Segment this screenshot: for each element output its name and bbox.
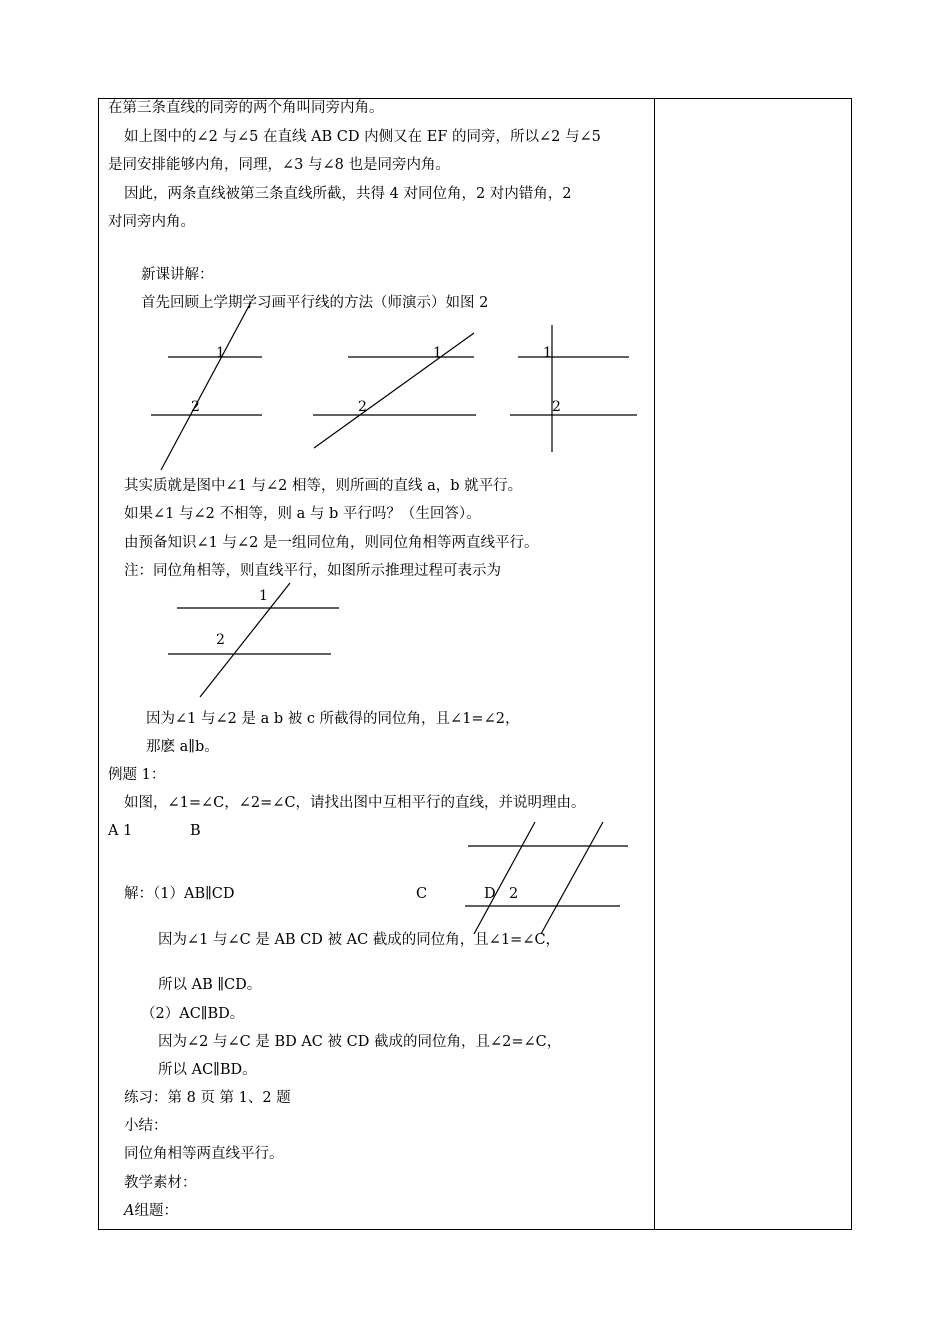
text-line: 所以 AC∥BD。 xyxy=(158,1062,257,1078)
example-fig-line-ac xyxy=(474,822,535,934)
note-fig-label-1: 1 xyxy=(259,588,268,604)
example-fig-line-bd xyxy=(541,822,603,934)
text-line: 对同旁内角。 xyxy=(108,214,195,230)
text-line: 练习：第 8 页 第 1、2 题 xyxy=(124,1090,291,1106)
text-line: （2）AC∥BD。 xyxy=(141,1006,245,1022)
fig1-label-1: 1 xyxy=(216,345,225,361)
text-line: 教学素材： xyxy=(124,1175,197,1191)
text-line: 在第三条直线的同旁的两个角叫同旁内角。 xyxy=(108,100,384,116)
note-fig-label-2: 2 xyxy=(216,632,225,648)
text-line: 如果∠1 与∠2 不相等，则 a 与 b 平行吗？（生回答）。 xyxy=(124,506,481,522)
example-fig-label-d: D xyxy=(484,886,496,902)
fig2-label-1: 1 xyxy=(433,345,442,361)
fig1-transversal xyxy=(161,302,251,470)
text-line: 由预备知识∠1 与∠2 是一组同位角，则同位角相等两直线平行。 xyxy=(124,535,539,551)
fig2-transversal xyxy=(314,333,474,448)
example-fig-label-2: 2 xyxy=(509,886,519,902)
text-line: 因为∠1 与∠2 是 a b 被 c 所截得的同位角，且∠1=∠2， xyxy=(146,711,520,727)
section-heading: 新课讲解： xyxy=(141,267,214,283)
fig2-label-2: 2 xyxy=(358,399,367,415)
example-fig-label-c: C xyxy=(416,886,428,902)
text-line: 其实质就是图中∠1 与∠2 相等，则所画的直线 a，b 就平行。 xyxy=(124,478,523,494)
fig3-label-1: 1 xyxy=(543,345,552,361)
text-line xyxy=(124,1201,178,1221)
group-label: 组题： xyxy=(134,1203,178,1219)
text-line: 首先回顾上学期学习画平行线的方法（师演示）如图 2 xyxy=(141,295,489,311)
text-line: 如图，∠1=∠C，∠2=∠C，请找出图中互相平行的直线，并说明理由。 xyxy=(124,795,586,811)
text-line: 因为∠2 与∠C 是 BD AC 被 CD 截成的同位角，且∠2=∠C， xyxy=(158,1034,562,1050)
fig1-label-2: 2 xyxy=(191,399,200,415)
text-line: 如上图中的∠2 与∠5 在直线 AB CD 内侧又在 EF 的同旁，所以∠2 与∠5 xyxy=(124,129,601,145)
fig3-label-2: 2 xyxy=(552,399,561,415)
text-line: 注：同位角相等，则直线平行，如图所示推理过程可表示为 xyxy=(124,563,501,579)
text-line: 因为∠1 与∠C 是 AB CD 被 AC 截成的同位角，且∠1=∠C， xyxy=(158,932,561,948)
note-fig-transversal xyxy=(200,583,290,697)
text-line: 因此，两条直线被第三条直线所截，共得 4 对同位角，2 对内错角，2 xyxy=(124,186,572,202)
text-line: 是同安排能够内角，同理，∠3 与∠8 也是同旁内角。 xyxy=(108,157,450,173)
example-heading: 例题 1： xyxy=(108,767,166,783)
example-fig-label-a1: A 1 xyxy=(108,823,133,839)
text-line: 解：（1）AB∥CD xyxy=(124,886,235,902)
group-letter: A xyxy=(124,1203,135,1219)
text-line: 小结： xyxy=(124,1118,168,1134)
text-line: 那麽 a∥b。 xyxy=(146,739,219,755)
text-line: 所以 AB ∥CD。 xyxy=(158,977,262,993)
example-fig-label-b: B xyxy=(190,823,201,839)
text-line: 同位角相等两直线平行。 xyxy=(124,1146,284,1162)
